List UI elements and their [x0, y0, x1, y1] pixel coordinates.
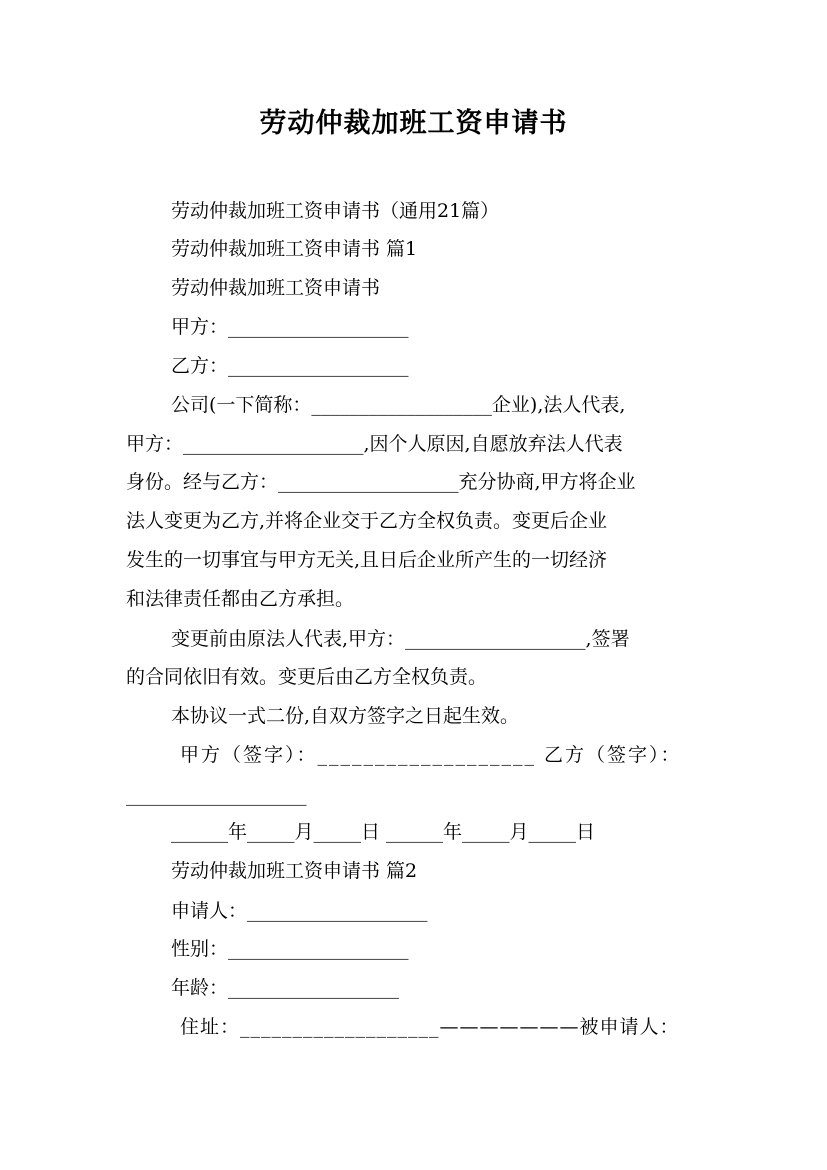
- text-line: 法人变更为乙方,并将企业交于乙方全权负责。变更后企业: [126, 510, 608, 532]
- text-line: 甲方：___________________: [171, 316, 409, 338]
- text-line: 发生的一切事宜与甲方无关,且日后企业所产生的一切经济: [126, 549, 608, 571]
- text-line: 住址：___________________———————被申请人：: [180, 1016, 680, 1038]
- text-line: 甲方（签字）：___________________ 乙方（签字）：: [180, 744, 682, 766]
- text-line: 劳动仲裁加班工资申请书: [171, 277, 381, 299]
- text-line: 的合同依旧有效。变更后由乙方全权负责。: [126, 666, 488, 688]
- text-line: 和法律责任都由乙方承担。: [126, 588, 355, 610]
- text-line: 甲方：___________________,因个人原因,自愿放弃法人代表: [126, 433, 623, 455]
- text-line: 变更前由原法人代表,甲方：___________________,签署: [171, 628, 630, 650]
- text-line: 本协议一式二份,自双方签字之日起生效。: [171, 705, 520, 727]
- text-line: 身份。经与乙方：___________________充分协商,甲方将企业: [126, 471, 636, 493]
- document-title: 劳动仲裁加班工资申请书: [259, 108, 568, 139]
- text-line: 年龄：__________________: [171, 977, 400, 999]
- text-line: 乙方：___________________: [171, 355, 409, 377]
- text-line: 劳动仲裁加班工资申请书 篇2: [171, 860, 418, 882]
- text-line: 申请人：___________________: [171, 900, 428, 922]
- text-line: 性别：___________________: [171, 938, 409, 960]
- text-line: 劳动仲裁加班工资申请书 篇1: [171, 238, 418, 260]
- text-line: ______年_____月_____日 ______年_____月_____日: [171, 821, 596, 843]
- text-line: 公司(一下简称：___________________企业),法人代表,: [171, 394, 626, 416]
- text-line: 劳动仲裁加班工资申请书（通用21篇）: [171, 200, 500, 222]
- text-line: ___________________: [126, 784, 307, 806]
